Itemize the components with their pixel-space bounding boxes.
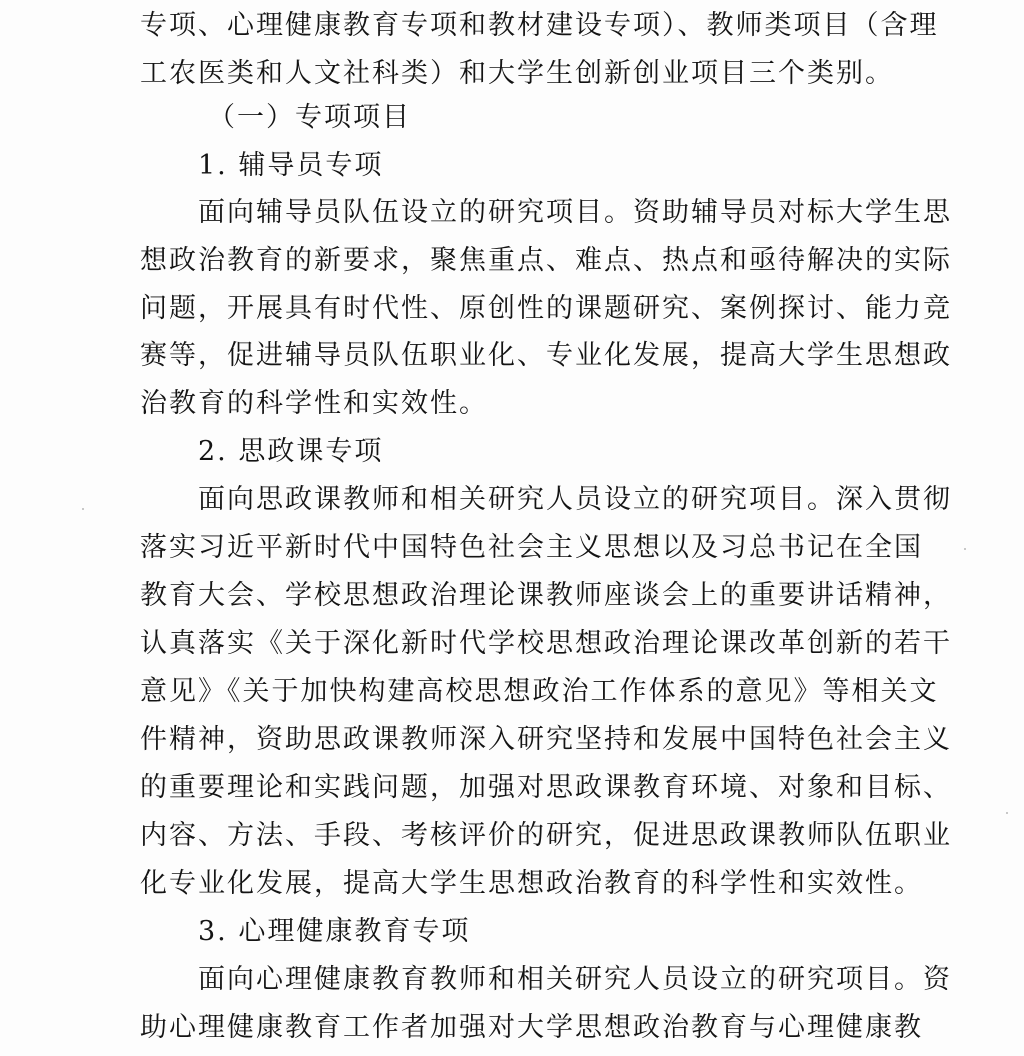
body-line: 治教育的科学性和实效性。 xyxy=(140,388,488,419)
body-line: 赛等，促进辅导员队伍职业化、专业化发展，提高大学生思想政 xyxy=(140,340,952,371)
body-line: 教育大会、学校思想政治理论课教师座谈会上的重要讲话精神， xyxy=(140,580,952,611)
body-line: 认真落实《关于深化新时代学校思想政治理论课改革创新的若干 xyxy=(140,628,952,659)
body-line: 件精神，资助思政课教师深入研究坚持和发展中国特色社会主义 xyxy=(140,724,952,755)
scan-speck xyxy=(964,548,966,550)
body-line: 意见》《关于加快构建高校思想政治工作体系的意见》等相关文 xyxy=(140,676,939,707)
body-line: 工农医类和人文社科类）和大学生创新创业项目三个类别。 xyxy=(140,58,894,89)
body-line: 想政治教育的新要求，聚焦重点、难点、热点和亟待解决的实际 xyxy=(140,245,952,276)
body-line: 面向思政课教师和相关研究人员设立的研究项目。深入贯彻 xyxy=(198,484,952,515)
scan-speck xyxy=(1006,812,1008,814)
body-line: 的重要理论和实践问题，加强对思政课教育环境、对象和目标、 xyxy=(140,772,952,803)
body-line: 落实习近平新时代中国特色社会主义思想以及习总书记在全国 xyxy=(140,532,923,563)
body-line: 问题，开展具有时代性、原创性的课题研究、案例探讨、能力竞 xyxy=(140,293,952,324)
subsection-heading-mental-health: 3. 心理健康教育专项 xyxy=(198,916,471,947)
body-line: 助心理健康教育工作者加强对大学思想政治教育与心理健康教 xyxy=(140,1012,923,1043)
body-line: 面向辅导员队伍设立的研究项目。资助辅导员对标大学生思 xyxy=(198,197,952,228)
body-line: 面向心理健康教育教师和相关研究人员设立的研究项目。资 xyxy=(198,964,952,995)
subsection-heading-ideology-course: 2. 思政课专项 xyxy=(198,436,384,467)
body-line: 内容、方法、手段、考核评价的研究，促进思政课教师队伍职业 xyxy=(140,820,952,851)
body-line: 化专业化发展，提高大学生思想政治教育的科学性和实效性。 xyxy=(140,868,923,899)
scan-speck xyxy=(82,508,84,510)
subsection-heading-counselor: 1. 辅导员专项 xyxy=(198,150,384,181)
body-line: 专项、心理健康教育专项和教材建设专项）、教师类项目（含理 xyxy=(140,10,939,41)
section-heading-special-projects: （一）专项项目 xyxy=(208,102,411,133)
